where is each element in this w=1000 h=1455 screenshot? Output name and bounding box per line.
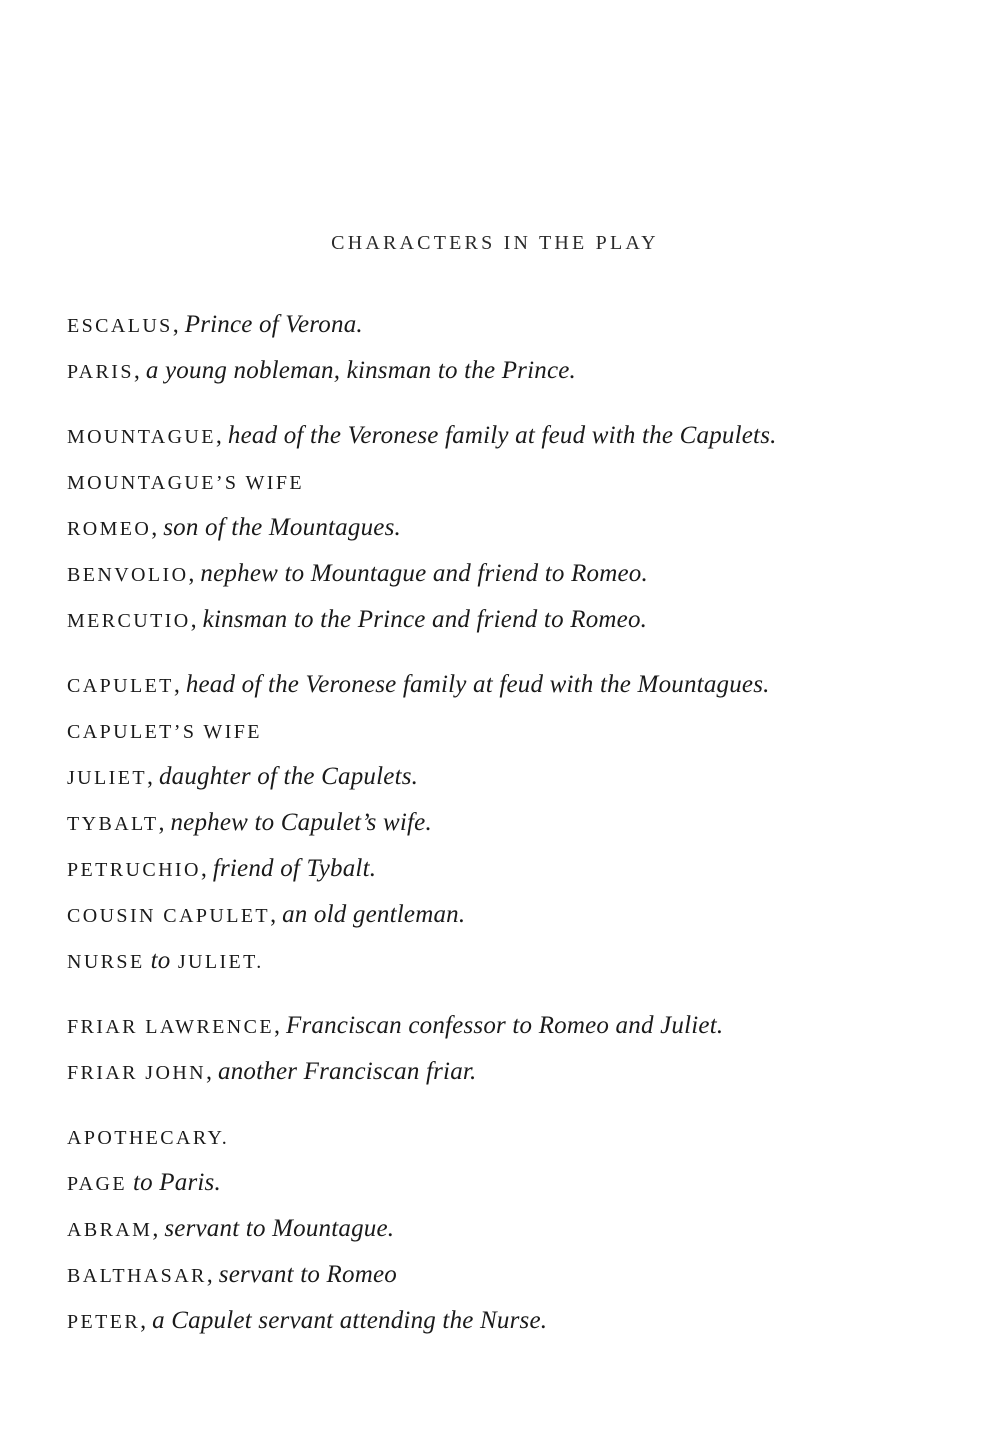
character-name: PETRUCHIO bbox=[67, 859, 201, 881]
character-description: to Paris. bbox=[133, 1169, 221, 1196]
character-entry-cousin-capulet bbox=[67, 892, 967, 938]
character-name: FRIAR JOHN bbox=[67, 1062, 207, 1084]
character-name: PARIS bbox=[67, 361, 134, 383]
character-name: MERCUTIO bbox=[67, 610, 191, 632]
character-description: servant to Mountague. bbox=[164, 1215, 395, 1242]
separator: , bbox=[206, 1262, 219, 1288]
separator: , bbox=[274, 1013, 286, 1039]
separator: , bbox=[270, 902, 283, 928]
separator: , bbox=[200, 856, 213, 882]
character-name: MOUNTAGUE bbox=[67, 426, 216, 448]
character-description: daughter of the Capulets. bbox=[158, 763, 419, 790]
separator: , bbox=[146, 764, 159, 790]
character-description: son of the Mountagues. bbox=[163, 514, 401, 541]
separator: , bbox=[172, 312, 185, 338]
character-entry-benvolio bbox=[67, 551, 967, 597]
character-entry-tybalt bbox=[67, 800, 967, 846]
character-entry-capulets-wife bbox=[67, 708, 967, 754]
character-entry-mountagues-wife bbox=[67, 459, 967, 505]
character-entry-abram bbox=[67, 1206, 967, 1252]
character-name: CAPULET bbox=[67, 675, 174, 697]
character-name-secondary: JULIET. bbox=[170, 951, 264, 973]
character-description: Prince of Verona. bbox=[184, 311, 363, 338]
character-entry-mountague bbox=[67, 413, 967, 459]
separator: , bbox=[152, 1216, 165, 1242]
character-list bbox=[67, 302, 967, 1344]
character-description: Franciscan confessor to Romeo and Juliet. bbox=[286, 1012, 724, 1039]
character-name: COUSIN CAPULET bbox=[67, 905, 271, 927]
character-description: an old gentleman. bbox=[282, 901, 466, 928]
separator: , bbox=[215, 423, 228, 449]
character-name: BALTHASAR bbox=[67, 1265, 207, 1287]
character-description: kinsman to the Prince and friend to Romeo. bbox=[202, 606, 648, 633]
character-name: NURSE bbox=[67, 951, 145, 973]
character-description: a Capulet servant attending the Nurse. bbox=[152, 1307, 548, 1334]
character-name: TYBALT bbox=[67, 813, 159, 835]
separator: , bbox=[133, 358, 146, 384]
character-name: BENVOLIO bbox=[67, 564, 189, 586]
character-entry-romeo bbox=[67, 505, 967, 551]
character-entry-petruchio bbox=[67, 846, 967, 892]
character-description: nephew to Capulet’s wife. bbox=[170, 809, 432, 836]
character-description: head of the Veronese family at feud with the Mountagues. bbox=[185, 671, 770, 698]
character-description: servant to Romeo bbox=[218, 1261, 397, 1288]
separator: , bbox=[151, 515, 164, 541]
character-description: another Franciscan friar. bbox=[218, 1058, 477, 1085]
character-name: ESCALUS bbox=[67, 315, 173, 337]
separator: , bbox=[140, 1308, 153, 1334]
character-name: PAGE bbox=[67, 1173, 127, 1195]
character-entry-nurse bbox=[67, 938, 967, 984]
character-entry-page bbox=[67, 1160, 967, 1206]
character-entry-balthasar bbox=[67, 1252, 967, 1298]
character-name: MOUNTAGUE’S WIFE bbox=[67, 472, 304, 494]
separator: , bbox=[206, 1059, 219, 1085]
character-entry-paris bbox=[67, 348, 967, 394]
character-description: nephew to Mountague and friend to Romeo. bbox=[200, 560, 648, 587]
character-entry-friar-lawrence bbox=[67, 1003, 967, 1049]
separator: , bbox=[188, 561, 201, 587]
character-entry-escalus bbox=[67, 302, 967, 348]
separator: , bbox=[190, 607, 203, 633]
character-name: APOTHECARY. bbox=[67, 1127, 230, 1149]
character-entry-capulet bbox=[67, 662, 967, 708]
character-description: friend of Tybalt. bbox=[212, 855, 377, 882]
character-entry-apothecary bbox=[67, 1114, 967, 1160]
character-entry-peter bbox=[67, 1298, 967, 1344]
character-name: FRIAR LAWRENCE bbox=[67, 1016, 274, 1038]
character-name: ROMEO bbox=[67, 518, 152, 540]
character-entry-juliet bbox=[67, 754, 967, 800]
character-description: to bbox=[150, 947, 171, 974]
character-description: a young nobleman, kinsman to the Prince. bbox=[145, 357, 577, 384]
character-entry-mercutio bbox=[67, 597, 967, 643]
character-name: ABRAM bbox=[67, 1219, 153, 1241]
character-name: JULIET bbox=[67, 767, 147, 789]
separator: , bbox=[158, 810, 171, 836]
character-name: PETER bbox=[67, 1311, 141, 1333]
page-title: CHARACTERS IN THE PLAY bbox=[331, 232, 659, 254]
character-description: head of the Veronese family at feud with the Capulets. bbox=[227, 422, 777, 449]
separator: , bbox=[173, 672, 186, 698]
character-entry-friar-john bbox=[67, 1049, 967, 1095]
character-name: CAPULET’S WIFE bbox=[67, 721, 262, 743]
